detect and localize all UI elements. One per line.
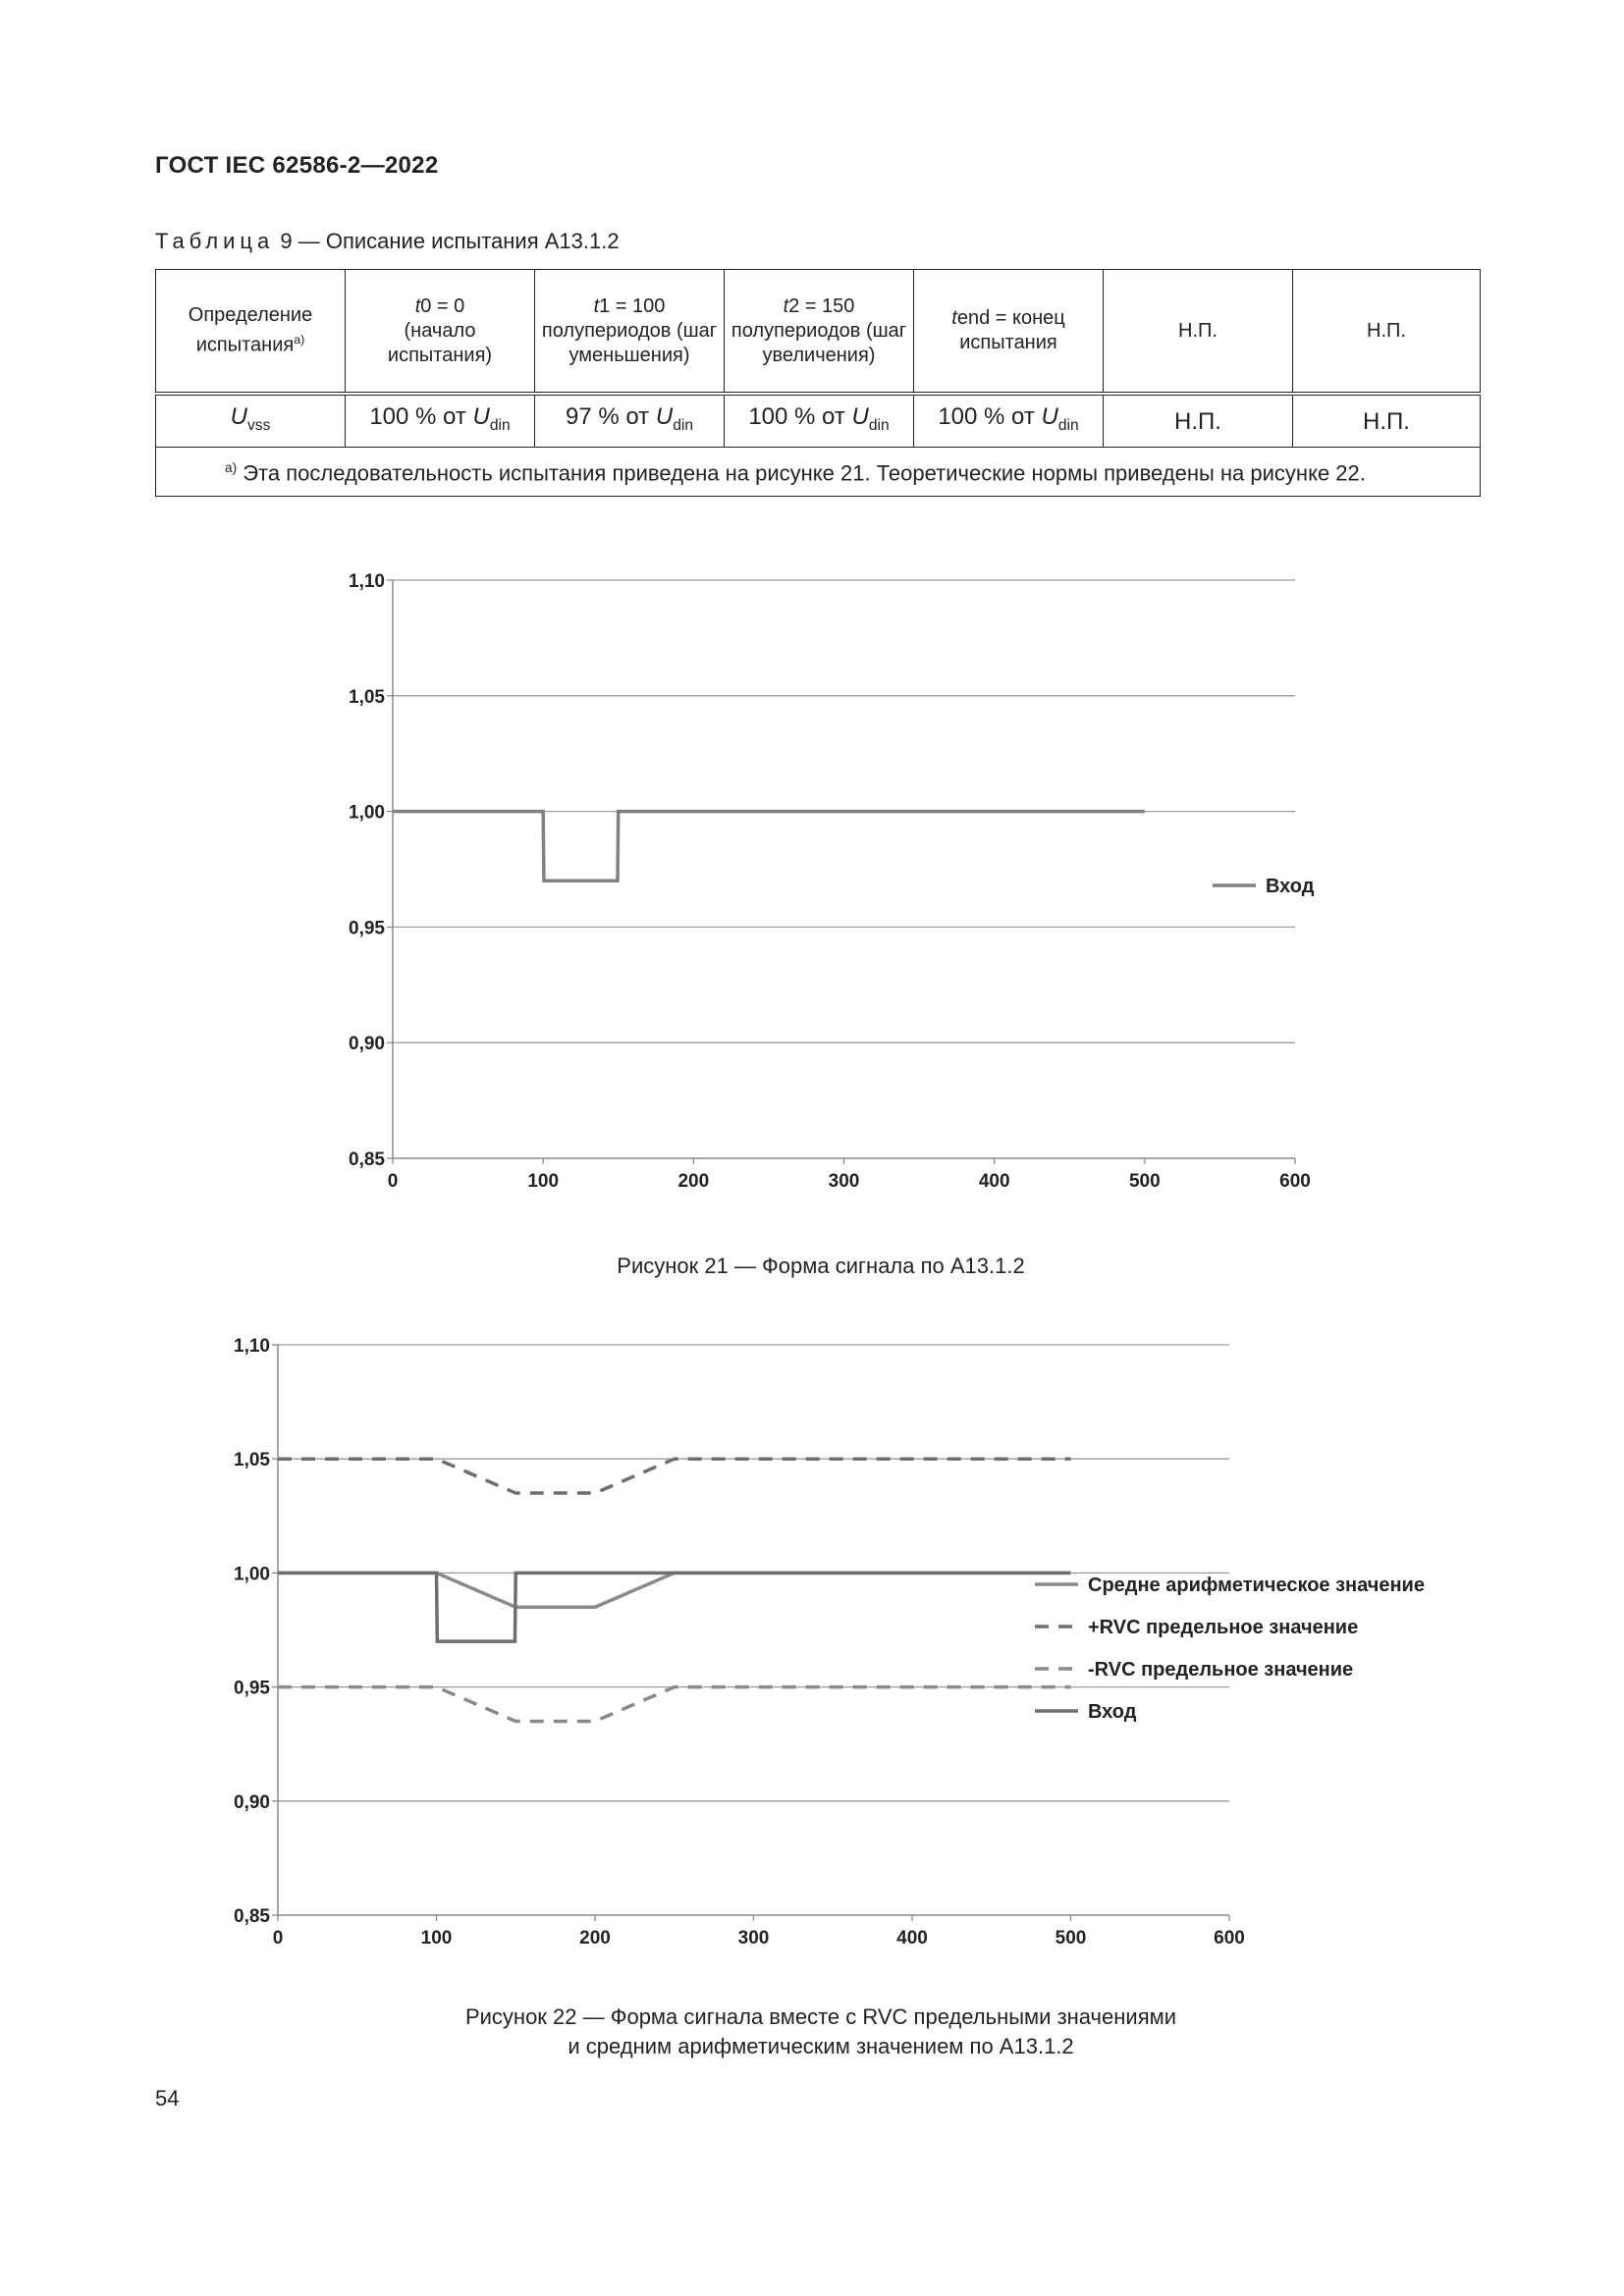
x-tick-label: 200 (677, 1171, 710, 1192)
figure-22-caption (295, 2002, 1347, 2061)
x-tick-label: 400 (978, 1171, 1010, 1192)
header-cell-np-1: Н.П. (1104, 270, 1293, 395)
x-tick-label: 200 (579, 1928, 611, 1949)
x-tick-label: 300 (737, 1928, 770, 1949)
chart22-series-line-4 (278, 1573, 1071, 1641)
y-tick-label: 1,05 (234, 1450, 270, 1471)
value-cell-tend: 100 % от $U_{din}$ (914, 394, 1104, 448)
x-tick-label: 600 (1279, 1171, 1311, 1192)
x-tick-label: 100 (420, 1928, 453, 1949)
figure-22-caption-line-2: и средним арифметическим значением по А13.1.2 (568, 2034, 1074, 2058)
value-cell-uvss: $U_{vss}$ (156, 394, 346, 448)
chart22-series-line-1 (278, 1573, 1071, 1607)
y-tick-label: 0,95 (349, 918, 385, 939)
y-tick-label: 0,85 (234, 1906, 270, 1927)
value-cell-np-2: Н.П. (1293, 394, 1481, 448)
table-caption-word: Таблица (155, 229, 275, 253)
legend-label: Средне арифметическое значение (1088, 1575, 1425, 1596)
x-tick-label: 500 (1055, 1928, 1087, 1949)
y-tick-label: 1,10 (349, 571, 385, 592)
x-tick-label: 600 (1214, 1928, 1245, 1949)
footnote-marker: а) (225, 460, 238, 475)
value-cell-np-1: Н.П. (1104, 394, 1293, 448)
page-number: 54 (155, 2086, 180, 2110)
y-tick-label: 0,90 (349, 1034, 385, 1055)
legend-label: Вход (1088, 1701, 1137, 1723)
header-cell-tend: tend = конец испытания (914, 270, 1104, 395)
x-tick-label: 100 (527, 1171, 560, 1192)
document-header: ГОСТ IEC 62586-2—2022 (155, 152, 439, 179)
legend-label: +RVC предельное значение (1088, 1617, 1359, 1638)
header-cell-np-2: Н.П. (1293, 270, 1481, 395)
value-cell-t0: 100 % от $U_{din}$ (346, 394, 535, 448)
y-tick-label: 0,95 (234, 1678, 270, 1699)
footnote-text: Эта последовательность испытания приведена на рисунке 21. Теоретические нормы приведены на рисунке 22. (237, 460, 1366, 486)
header-cell-t2: t2 = 150 полупериодов (шаг увеличения) (725, 270, 914, 395)
header-cell-test-definition: Определение испытания$^{а)}$ (156, 270, 346, 395)
header-cell-t0: t0 = 0 (начало испытания) (346, 270, 535, 395)
y-tick-label: 1,00 (349, 802, 385, 824)
x-tick-label: 0 (387, 1171, 399, 1192)
y-tick-label: 1,00 (234, 1564, 270, 1585)
table-caption-title: 9 — Описание испытания А13.1.2 (274, 229, 620, 253)
chart22-series-line-3 (278, 1687, 1071, 1722)
value-cell-t1: 97 % от $U_{din}$ (535, 394, 725, 448)
y-tick-label: 0,90 (234, 1791, 270, 1813)
y-tick-label: 0,85 (349, 1149, 385, 1170)
chart22-series-line-2 (278, 1459, 1071, 1493)
x-tick-label: 500 (1128, 1171, 1161, 1192)
x-tick-label: 300 (828, 1171, 860, 1192)
legend-label: -RVC предельное значение (1088, 1659, 1354, 1681)
y-tick-label: 1,10 (234, 1336, 270, 1357)
figure-21-caption: Рисунок 21 — Форма сигнала по А13.1.2 (617, 1254, 1025, 1278)
value-cell-t2: 100 % от $U_{din}$ (725, 394, 914, 448)
figure-22-caption-line-1: Рисунок 22 — Форма сигнала вместе с RVC предельными значениями (464, 2004, 1177, 2029)
x-tick-label: 0 (272, 1928, 284, 1949)
y-tick-label: 1,05 (349, 686, 385, 708)
legend-label: Вход (1266, 876, 1315, 897)
header-cell-t1: t1 = 100 полупериодов (шаг уменьшения) (535, 270, 725, 395)
x-tick-label: 400 (896, 1928, 928, 1949)
